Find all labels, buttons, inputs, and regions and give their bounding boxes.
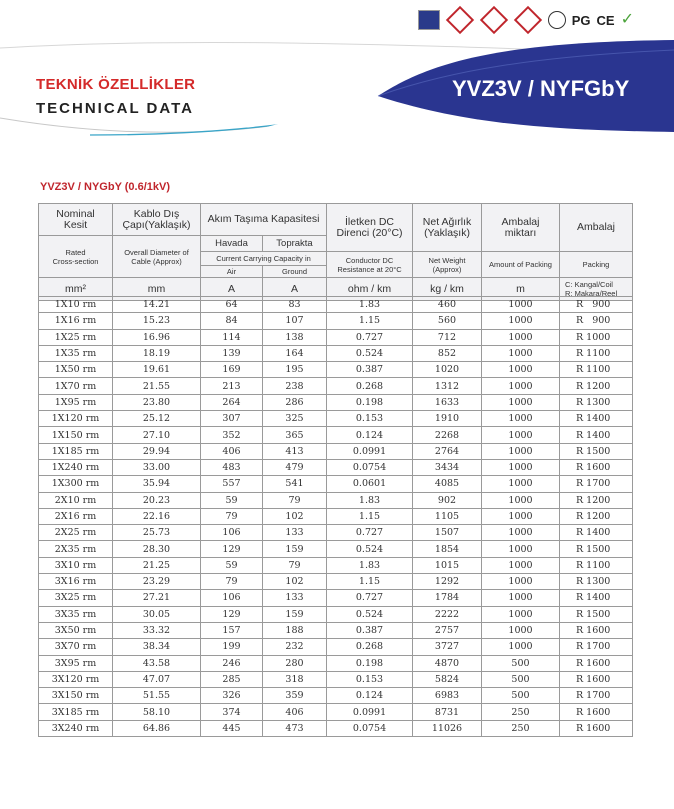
header-resistance: İletken DC Direnci (20°C): [327, 204, 413, 252]
cell-section: 2X16 rm: [39, 508, 113, 524]
cell-section: 1X120 rm: [39, 411, 113, 427]
cell-weight: 2757: [413, 622, 482, 638]
table-row: [39, 362, 633, 378]
table-row: [39, 574, 633, 590]
cell-diameter: 64.86: [113, 720, 201, 736]
cell-diameter: 33.32: [113, 622, 201, 638]
cell-weight: 2222: [413, 606, 482, 622]
cell-current-air: 79: [201, 574, 263, 590]
header-diameter-en: Overall Diameter of Cable (Approx): [113, 236, 201, 278]
cell-packing: R 1400: [560, 411, 633, 427]
cell-packing: R 1200: [560, 378, 633, 394]
cell-current-air: 114: [201, 329, 263, 345]
table-row: [39, 720, 633, 736]
cell-resistance: 1.15: [327, 508, 413, 524]
cell-current-air: 213: [201, 378, 263, 394]
cell-current-ground: 238: [263, 378, 327, 394]
cell-weight: 4085: [413, 476, 482, 492]
table-row: [39, 704, 633, 720]
cell-section: 2X25 rm: [39, 525, 113, 541]
cell-packing: R 1200: [560, 508, 633, 524]
header-air-tr: Havada: [201, 236, 263, 252]
table-row: [39, 394, 633, 410]
table-row: [39, 378, 633, 394]
cell-diameter: 33.00: [113, 459, 201, 475]
cell-packing-amount: 1000: [482, 557, 560, 573]
table-row: [39, 476, 633, 492]
cell-packing-amount: 1000: [482, 411, 560, 427]
cell-current-ground: 133: [263, 590, 327, 606]
cell-section: 1X25 rm: [39, 329, 113, 345]
header-current-capacity-en: Current Carrying Capacity in: [201, 252, 327, 266]
cell-current-air: 307: [201, 411, 263, 427]
cell-diameter: 21.55: [113, 378, 201, 394]
cell-diameter: 19.61: [113, 362, 201, 378]
cell-resistance: 1.83: [327, 557, 413, 573]
cell-current-ground: 79: [263, 557, 327, 573]
cell-current-air: 246: [201, 655, 263, 671]
cell-packing: R 1100: [560, 362, 633, 378]
cell-packing-amount: 1000: [482, 427, 560, 443]
cell-packing: R 1600: [560, 622, 633, 638]
cell-diameter: 15.23: [113, 313, 201, 329]
cell-resistance: 0.198: [327, 394, 413, 410]
cell-current-air: 199: [201, 639, 263, 655]
table-row: [39, 459, 633, 475]
table-row: [39, 297, 633, 313]
table-row: [39, 443, 633, 459]
cell-current-ground: 541: [263, 476, 327, 492]
cell-weight: 8731: [413, 704, 482, 720]
cell-current-air: 557: [201, 476, 263, 492]
table-row: [39, 525, 633, 541]
cell-current-air: 374: [201, 704, 263, 720]
cell-weight: 3727: [413, 639, 482, 655]
cell-packing-amount: 1000: [482, 329, 560, 345]
cell-current-air: 264: [201, 394, 263, 410]
cell-current-air: 157: [201, 622, 263, 638]
cell-packing: R 1200: [560, 492, 633, 508]
cell-weight: 1784: [413, 590, 482, 606]
cell-weight: 1507: [413, 525, 482, 541]
cell-section: 3X16 rm: [39, 574, 113, 590]
cell-packing: R 1600: [560, 704, 633, 720]
unit-m: m: [482, 278, 560, 301]
cell-diameter: 43.58: [113, 655, 201, 671]
cell-current-ground: 359: [263, 688, 327, 704]
cell-packing-amount: 1000: [482, 492, 560, 508]
cell-current-ground: 479: [263, 459, 327, 475]
certification-marks: [418, 10, 634, 30]
cell-current-ground: 107: [263, 313, 327, 329]
cell-current-ground: 286: [263, 394, 327, 410]
cell-packing: R 1700: [560, 639, 633, 655]
cell-current-ground: 79: [263, 492, 327, 508]
cell-resistance: 0.727: [327, 590, 413, 606]
cell-current-ground: 473: [263, 720, 327, 736]
data-table: [38, 296, 633, 737]
cell-current-ground: 102: [263, 508, 327, 524]
cell-current-air: 106: [201, 590, 263, 606]
cell-section: 3X25 rm: [39, 590, 113, 606]
header-packing-amount: Ambalaj miktarı: [482, 204, 560, 252]
cell-section: 3X10 rm: [39, 557, 113, 573]
cell-current-ground: 280: [263, 655, 327, 671]
table-row: [39, 622, 633, 638]
cell-diameter: 30.05: [113, 606, 201, 622]
cell-diameter: 25.73: [113, 525, 201, 541]
cell-section: 3X70 rm: [39, 639, 113, 655]
cell-packing: R 1100: [560, 557, 633, 573]
cell-weight: 3434: [413, 459, 482, 475]
cell-diameter: 27.10: [113, 427, 201, 443]
unit-packing-legend: C: Kangal/Coil R: Makara/Reel: [560, 278, 633, 301]
cell-diameter: 14.21: [113, 297, 201, 313]
ce-mark-icon: CE: [596, 12, 615, 28]
cell-current-air: 326: [201, 688, 263, 704]
cell-resistance: 0.268: [327, 639, 413, 655]
cell-weight: 852: [413, 345, 482, 361]
cell-section: 1X16 rm: [39, 313, 113, 329]
cell-current-ground: 159: [263, 606, 327, 622]
cell-packing: R 1600: [560, 720, 633, 736]
table-row: [39, 688, 633, 704]
cell-current-air: 79: [201, 508, 263, 524]
cell-current-ground: 195: [263, 362, 327, 378]
cell-section: 3X35 rm: [39, 606, 113, 622]
cell-weight: 1633: [413, 394, 482, 410]
cell-packing-amount: 1000: [482, 622, 560, 638]
cell-packing-amount: 250: [482, 720, 560, 736]
cell-current-ground: 406: [263, 704, 327, 720]
cell-packing: R 1600: [560, 459, 633, 475]
cell-current-ground: 83: [263, 297, 327, 313]
cell-section: 1X300 rm: [39, 476, 113, 492]
cell-packing-amount: 1000: [482, 639, 560, 655]
table-row: [39, 329, 633, 345]
cell-current-ground: 365: [263, 427, 327, 443]
table-subtitle: YVZ3V / NYGbY (0.6/1kV): [40, 181, 171, 193]
cell-current-ground: 188: [263, 622, 327, 638]
cell-section: 3X150 rm: [39, 688, 113, 704]
cell-weight: 1020: [413, 362, 482, 378]
cell-diameter: 27.21: [113, 590, 201, 606]
cell-resistance: 0.387: [327, 622, 413, 638]
cell-current-air: 169: [201, 362, 263, 378]
pg-mark-icon: PG: [571, 12, 591, 28]
cell-packing-amount: 1000: [482, 606, 560, 622]
cell-resistance: 0.153: [327, 671, 413, 687]
cell-section: 1X95 rm: [39, 394, 113, 410]
table-row: [39, 671, 633, 687]
unit-ohm-km: ohm / km: [327, 278, 413, 301]
rohs-check-icon: ✓: [620, 11, 634, 28]
cell-resistance: 0.524: [327, 345, 413, 361]
table-row: [39, 557, 633, 573]
cell-current-air: 285: [201, 671, 263, 687]
cell-section: 1X70 rm: [39, 378, 113, 394]
cell-resistance: 1.83: [327, 492, 413, 508]
cell-packing-amount: 1000: [482, 508, 560, 524]
cell-current-ground: 164: [263, 345, 327, 361]
header-current-capacity: Akım Taşıma Kapasitesi: [201, 204, 327, 236]
cell-packing: R 1600: [560, 671, 633, 687]
table-row: [39, 639, 633, 655]
cell-weight: 2268: [413, 427, 482, 443]
cell-current-ground: 232: [263, 639, 327, 655]
cell-packing-amount: 1000: [482, 313, 560, 329]
cell-packing-amount: 1000: [482, 574, 560, 590]
cell-packing: R 1500: [560, 606, 633, 622]
cell-resistance: 1.15: [327, 574, 413, 590]
cell-current-air: 483: [201, 459, 263, 475]
cell-diameter: 23.80: [113, 394, 201, 410]
cell-packing-amount: 1000: [482, 362, 560, 378]
cell-current-ground: 413: [263, 443, 327, 459]
cell-current-ground: 318: [263, 671, 327, 687]
header-weight-en: Net Weight (Approx): [413, 252, 482, 278]
circle-mark-icon: [548, 11, 566, 29]
cell-packing: R 1400: [560, 525, 633, 541]
cell-current-air: 59: [201, 557, 263, 573]
cell-diameter: 20.23: [113, 492, 201, 508]
cell-section: 3X120 rm: [39, 671, 113, 687]
cell-packing: R 1500: [560, 541, 633, 557]
header-packing-en: Packing: [560, 252, 633, 278]
cell-resistance: 0.198: [327, 655, 413, 671]
header-packing: Ambalaj: [560, 204, 633, 252]
cell-current-air: 139: [201, 345, 263, 361]
flag-badge-icon: [418, 10, 440, 30]
cell-packing: R 900: [560, 297, 633, 313]
table-row: [39, 606, 633, 622]
cell-resistance: 0.727: [327, 329, 413, 345]
cell-current-ground: 138: [263, 329, 327, 345]
cell-weight: 560: [413, 313, 482, 329]
cell-current-air: 59: [201, 492, 263, 508]
cell-resistance: 0.0754: [327, 720, 413, 736]
cell-resistance: 0.0601: [327, 476, 413, 492]
cell-packing-amount: 1000: [482, 345, 560, 361]
diamond-mark-icon: [514, 6, 542, 34]
unit-kg-km: kg / km: [413, 278, 482, 301]
section-title-en: TECHNICAL DATA: [36, 100, 194, 117]
cell-resistance: 0.524: [327, 541, 413, 557]
cell-weight: 902: [413, 492, 482, 508]
cell-section: 1X185 rm: [39, 443, 113, 459]
header-diameter: Kablo Dış Çapı(Yaklaşık): [113, 204, 201, 236]
cell-diameter: 29.94: [113, 443, 201, 459]
cell-packing: R 1400: [560, 427, 633, 443]
cell-section: 1X240 rm: [39, 459, 113, 475]
cell-weight: 1854: [413, 541, 482, 557]
cell-resistance: 0.124: [327, 427, 413, 443]
cell-packing: R 1700: [560, 476, 633, 492]
table-row: [39, 427, 633, 443]
cell-packing-amount: 1000: [482, 525, 560, 541]
header-packing-amount-en: Amount of Packing: [482, 252, 560, 278]
cell-packing: R 1300: [560, 394, 633, 410]
cell-resistance: 1.83: [327, 297, 413, 313]
section-title-tr: TEKNİK ÖZELLİKLER: [36, 76, 196, 93]
cell-section: 2X35 rm: [39, 541, 113, 557]
cell-weight: 460: [413, 297, 482, 313]
cell-resistance: 0.0991: [327, 704, 413, 720]
cell-section: 1X150 rm: [39, 427, 113, 443]
cell-weight: 5824: [413, 671, 482, 687]
table-row: [39, 508, 633, 524]
cell-packing-amount: 500: [482, 655, 560, 671]
cell-resistance: 0.524: [327, 606, 413, 622]
table-row: [39, 313, 633, 329]
cell-resistance: 0.124: [327, 688, 413, 704]
cell-current-air: 129: [201, 541, 263, 557]
cell-diameter: 58.10: [113, 704, 201, 720]
table-row: [39, 411, 633, 427]
cell-diameter: 47.07: [113, 671, 201, 687]
cell-diameter: 16.96: [113, 329, 201, 345]
cell-packing: R 900: [560, 313, 633, 329]
cell-current-air: 406: [201, 443, 263, 459]
cell-current-ground: 133: [263, 525, 327, 541]
cell-current-air: 84: [201, 313, 263, 329]
cell-current-air: 445: [201, 720, 263, 736]
cell-diameter: 25.12: [113, 411, 201, 427]
cell-diameter: 28.30: [113, 541, 201, 557]
cell-resistance: 0.727: [327, 525, 413, 541]
cell-packing-amount: 1000: [482, 443, 560, 459]
header-ground-tr: Toprakta: [263, 236, 327, 252]
header-weight: Net Ağırlık (Yaklaşık): [413, 204, 482, 252]
cell-weight: 1015: [413, 557, 482, 573]
cell-current-ground: 102: [263, 574, 327, 590]
cell-diameter: 22.16: [113, 508, 201, 524]
header-nominal-section: Nominal Kesit: [39, 204, 113, 236]
cell-weight: 2764: [413, 443, 482, 459]
cell-current-ground: 325: [263, 411, 327, 427]
header-air-en: Air: [201, 266, 263, 278]
cell-packing-amount: 1000: [482, 590, 560, 606]
cell-packing-amount: 1000: [482, 541, 560, 557]
cell-weight: 6983: [413, 688, 482, 704]
cell-packing: R 1700: [560, 688, 633, 704]
cell-packing: R 1300: [560, 574, 633, 590]
cell-resistance: 0.387: [327, 362, 413, 378]
cell-current-air: 64: [201, 297, 263, 313]
cell-packing-amount: 500: [482, 688, 560, 704]
header-nominal-section-en: Rated Cross-section: [39, 236, 113, 278]
cell-diameter: 35.94: [113, 476, 201, 492]
cell-weight: 4870: [413, 655, 482, 671]
cell-weight: 1105: [413, 508, 482, 524]
cell-section: 3X50 rm: [39, 622, 113, 638]
cell-diameter: 38.34: [113, 639, 201, 655]
cell-packing-amount: 1000: [482, 297, 560, 313]
cell-packing: R 1600: [560, 655, 633, 671]
unit-mm2: mm²: [39, 278, 113, 301]
cell-packing-amount: 1000: [482, 394, 560, 410]
cell-section: 3X240 rm: [39, 720, 113, 736]
table-header: [38, 203, 633, 301]
cell-diameter: 18.19: [113, 345, 201, 361]
cell-weight: 1910: [413, 411, 482, 427]
cell-packing: R 1400: [560, 590, 633, 606]
cell-section: 1X50 rm: [39, 362, 113, 378]
cell-diameter: 51.55: [113, 688, 201, 704]
cell-resistance: 0.268: [327, 378, 413, 394]
cell-diameter: 21.25: [113, 557, 201, 573]
cell-resistance: 0.153: [327, 411, 413, 427]
cell-packing-amount: 1000: [482, 378, 560, 394]
cell-section: 3X185 rm: [39, 704, 113, 720]
table-row: [39, 541, 633, 557]
cell-section: 1X35 rm: [39, 345, 113, 361]
cell-packing-amount: 1000: [482, 459, 560, 475]
cell-weight: 1312: [413, 378, 482, 394]
cell-resistance: 0.0991: [327, 443, 413, 459]
cell-packing-amount: 1000: [482, 476, 560, 492]
cell-weight: 712: [413, 329, 482, 345]
table-row: [39, 590, 633, 606]
table-row: [39, 655, 633, 671]
diamond-mark-icon: [446, 6, 474, 34]
header-ground-en: Ground: [263, 266, 327, 278]
unit-mm: mm: [113, 278, 201, 301]
diamond-mark-icon: [480, 6, 508, 34]
cell-packing-amount: 250: [482, 704, 560, 720]
cell-packing: R 1100: [560, 345, 633, 361]
cell-section: 3X95 rm: [39, 655, 113, 671]
cell-resistance: 1.15: [327, 313, 413, 329]
cell-weight: 11026: [413, 720, 482, 736]
cell-section: 2X10 rm: [39, 492, 113, 508]
cell-packing: R 1000: [560, 329, 633, 345]
cell-resistance: 0.0754: [327, 459, 413, 475]
cell-diameter: 23.29: [113, 574, 201, 590]
table-row: [39, 492, 633, 508]
cell-packing-amount: 500: [482, 671, 560, 687]
cell-weight: 1292: [413, 574, 482, 590]
cell-packing: R 1500: [560, 443, 633, 459]
cell-current-air: 129: [201, 606, 263, 622]
table-row: [39, 345, 633, 361]
unit-amp-ground: A: [263, 278, 327, 301]
cell-current-ground: 159: [263, 541, 327, 557]
cell-current-air: 106: [201, 525, 263, 541]
cell-section: 1X10 rm: [39, 297, 113, 313]
cell-current-air: 352: [201, 427, 263, 443]
header-resistance-en: Conductor DC Resistance at 20°C: [327, 252, 413, 278]
product-name: YVZ3V / NYFGbY: [452, 76, 630, 101]
unit-amp-air: A: [201, 278, 263, 301]
